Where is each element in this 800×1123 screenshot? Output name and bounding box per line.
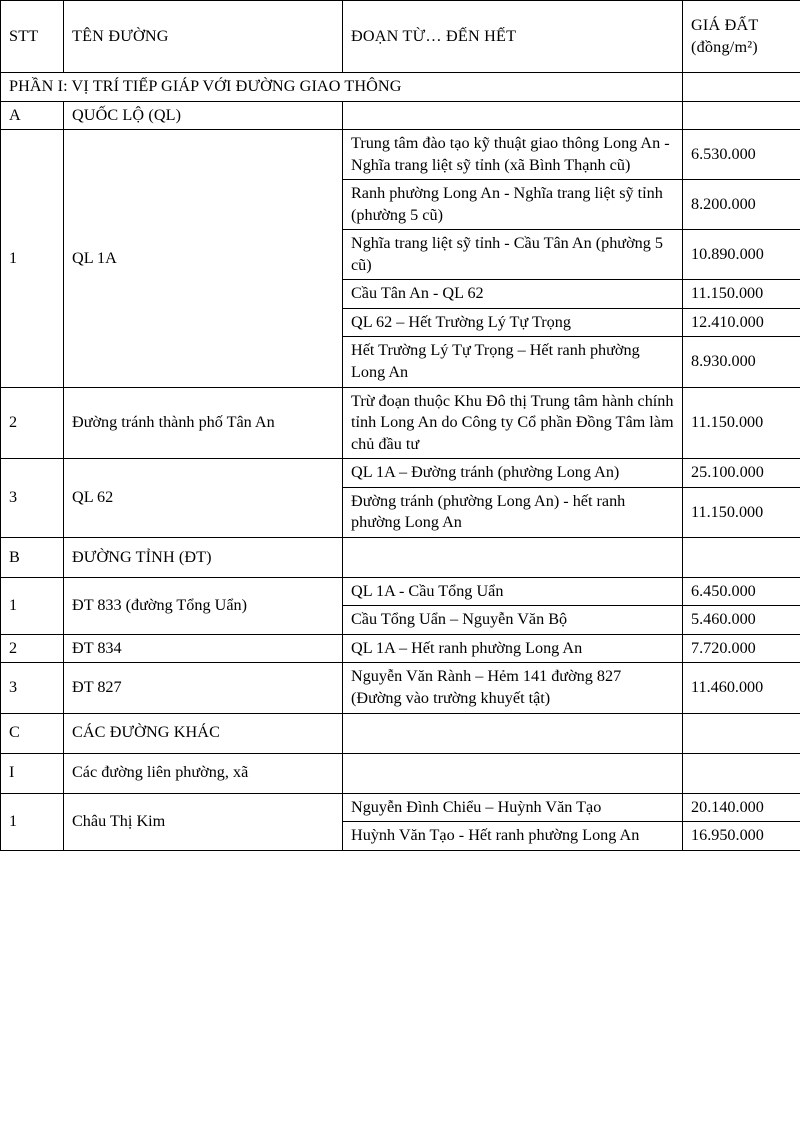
row-dt833-price-2: 5.460.000 bbox=[683, 606, 800, 635]
part-title-row bbox=[1, 73, 800, 102]
row-chauthikim-stt: 1 bbox=[1, 793, 64, 850]
table-row bbox=[1, 663, 800, 713]
row-chauthikim-segment-2: Huỳnh Văn Tạo - Hết ranh phường Long An bbox=[343, 822, 683, 851]
header-land-price-line1: GIÁ ĐẤT bbox=[691, 15, 759, 34]
row-ql62-name: QL 62 bbox=[64, 459, 343, 538]
row-ql62-price-2: 11.150.000 bbox=[683, 487, 800, 537]
row-chauthikim-name: Châu Thị Kim bbox=[64, 793, 343, 850]
row-ql1a-price-2: 8.200.000 bbox=[683, 180, 800, 230]
row-tranh-price-1: 11.150.000 bbox=[683, 387, 800, 459]
row-chauthikim-price-2: 16.950.000 bbox=[683, 822, 800, 851]
row-ql1a-segment-5: QL 62 – Hết Trường Lý Tự Trọng bbox=[343, 308, 683, 337]
row-dt827-stt: 3 bbox=[1, 663, 64, 713]
table-row bbox=[1, 130, 800, 180]
row-dt834-price-1: 7.720.000 bbox=[683, 634, 800, 663]
row-dt834-segment-1: QL 1A – Hết ranh phường Long An bbox=[343, 634, 683, 663]
section-row-c bbox=[1, 713, 800, 753]
row-dt827-segment-1: Nguyễn Văn Rành – Hẻm 141 đường 827 (Đường vào trường khuyết tật) bbox=[343, 663, 683, 713]
row-ql1a-segment-6: Hết Trường Lý Tự Trọng – Hết ranh phường Long An bbox=[343, 337, 683, 387]
section-b-code: B bbox=[1, 537, 64, 577]
section-row-i bbox=[1, 753, 800, 793]
row-ql1a-stt: 1 bbox=[1, 130, 64, 387]
section-b-title: ĐƯỜNG TỈNH (ĐT) bbox=[64, 537, 343, 577]
table-row bbox=[1, 459, 800, 488]
section-a-segment-cell bbox=[343, 101, 683, 130]
row-ql1a-price-4: 11.150.000 bbox=[683, 280, 800, 309]
table-row bbox=[1, 793, 800, 822]
row-ql62-stt: 3 bbox=[1, 459, 64, 538]
row-dt833-price-1: 6.450.000 bbox=[683, 577, 800, 606]
row-dt834-stt: 2 bbox=[1, 634, 64, 663]
row-ql1a-price-5: 12.410.000 bbox=[683, 308, 800, 337]
part-title: PHẦN I: VỊ TRÍ TIẾP GIÁP VỚI ĐƯỜNG GIAO THÔNG bbox=[1, 73, 683, 102]
row-ql1a-price-3: 10.890.000 bbox=[683, 230, 800, 280]
table-header bbox=[1, 1, 800, 73]
row-ql1a-price-6: 8.930.000 bbox=[683, 337, 800, 387]
row-chauthikim-segment-1: Nguyễn Đình Chiểu – Huỳnh Văn Tạo bbox=[343, 793, 683, 822]
table-row bbox=[1, 387, 800, 459]
row-ql1a-segment-3: Nghĩa trang liệt sỹ tỉnh - Cầu Tân An (phường 5 cũ) bbox=[343, 230, 683, 280]
section-i-title: Các đường liên phường, xã bbox=[64, 753, 343, 793]
header-segment: ĐOẠN TỪ… ĐẾN HẾT bbox=[343, 1, 683, 73]
header-land-price bbox=[683, 1, 800, 73]
header-street-name: TÊN ĐƯỜNG bbox=[64, 1, 343, 73]
header-row bbox=[1, 1, 800, 73]
row-ql1a-segment-1: Trung tâm đào tạo kỹ thuật giao thông Long An - Nghĩa trang liệt sỹ tỉnh (xã Bình Thạnh cũ) bbox=[343, 130, 683, 180]
section-b-segment-cell bbox=[343, 537, 683, 577]
section-a-title: QUỐC LỘ (QL) bbox=[64, 101, 343, 130]
row-dt827-price-1: 11.460.000 bbox=[683, 663, 800, 713]
table-row bbox=[1, 634, 800, 663]
row-tranh-stt: 2 bbox=[1, 387, 64, 459]
row-chauthikim-price-1: 20.140.000 bbox=[683, 793, 800, 822]
section-a-code: A bbox=[1, 101, 64, 130]
row-dt827-name: ĐT 827 bbox=[64, 663, 343, 713]
section-c-code: C bbox=[1, 713, 64, 753]
section-c-price-cell bbox=[683, 713, 800, 753]
row-dt834-name: ĐT 834 bbox=[64, 634, 343, 663]
row-ql1a-segment-2: Ranh phường Long An - Nghĩa trang liệt sỹ tỉnh (phường 5 cũ) bbox=[343, 180, 683, 230]
row-tranh-segment-1: Trừ đoạn thuộc Khu Đô thị Trung tâm hành chính tỉnh Long An do Công ty Cổ phần Đồng Tâm làm chủ đầu tư bbox=[343, 387, 683, 459]
section-i-code: I bbox=[1, 753, 64, 793]
row-dt833-segment-2: Cầu Tổng Uẩn – Nguyễn Văn Bộ bbox=[343, 606, 683, 635]
row-ql1a-name: QL 1A bbox=[64, 130, 343, 387]
section-c-segment-cell bbox=[343, 713, 683, 753]
header-stt: STT bbox=[1, 1, 64, 73]
row-ql1a-price-1: 6.530.000 bbox=[683, 130, 800, 180]
row-dt833-segment-1: QL 1A - Cầu Tổng Uẩn bbox=[343, 577, 683, 606]
row-ql62-segment-2: Đường tránh (phường Long An) - hết ranh phường Long An bbox=[343, 487, 683, 537]
section-i-segment-cell bbox=[343, 753, 683, 793]
row-dt833-stt: 1 bbox=[1, 577, 64, 634]
row-ql1a-segment-4: Cầu Tân An - QL 62 bbox=[343, 280, 683, 309]
section-a-price-cell bbox=[683, 101, 800, 130]
table-body bbox=[1, 73, 800, 851]
section-row-a bbox=[1, 101, 800, 130]
row-ql62-segment-1: QL 1A – Đường tránh (phường Long An) bbox=[343, 459, 683, 488]
section-b-price-cell bbox=[683, 537, 800, 577]
row-tranh-name: Đường tránh thành phố Tân An bbox=[64, 387, 343, 459]
part-title-price-cell bbox=[683, 73, 800, 102]
row-ql62-price-1: 25.100.000 bbox=[683, 459, 800, 488]
header-land-price-line2: (đồng/m²) bbox=[691, 37, 758, 56]
table-row bbox=[1, 577, 800, 606]
section-c-title: CÁC ĐƯỜNG KHÁC bbox=[64, 713, 343, 753]
section-row-b bbox=[1, 537, 800, 577]
row-dt833-name: ĐT 833 (đường Tổng Uẩn) bbox=[64, 577, 343, 634]
section-i-price-cell bbox=[683, 753, 800, 793]
